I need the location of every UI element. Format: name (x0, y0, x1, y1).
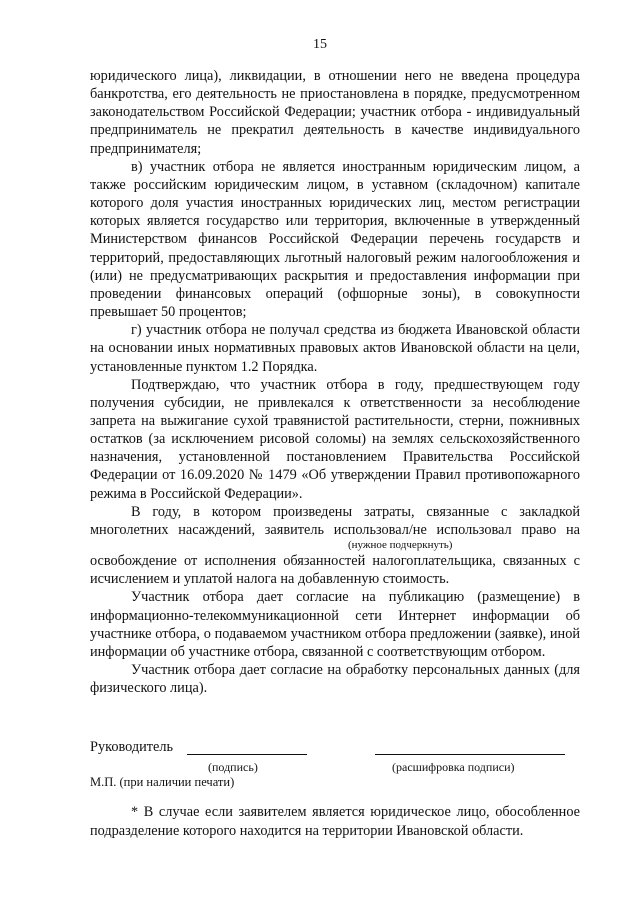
paragraph-personal-data-consent: Участник отбора дает согласие на обработку персональных данных (для физического лица). (90, 662, 580, 697)
decoding-caption: (расшифровка подписи) (392, 760, 515, 774)
page-number: 15 (313, 37, 327, 52)
paragraph-item-v: в) участник отбора не является иностранным юридическим лицом, а также российским юридическим лицом, в уставном (складочном) капитале которого доля участия иностранных юридических лиц, местом регистрации которых является государство или территория, включенные в утвержденный Министерством финансов Российской Федерации перечень государств и территорий, предоставляющих льготный налоговый режим налогообложения и (или) не предусматривающих раскрытия и предоставления информации при проведении финансовых операций (офшорные зоны), в совокупности превышает 50 процентов; (90, 158, 580, 321)
signature-line (187, 754, 307, 755)
paragraph-publication-consent: Участник отбора дает согласие на публикацию (размещение) в информационно-телекоммуникационной сети Интернет информации об участнике отбора, о подаваемом участником отбора предложении (заявке), иной информации об участнике отбора, связанной с соответствующим отбором. (90, 589, 580, 660)
paragraph-item-g: г) участник отбора не получал средства из бюджета Ивановской области на основании иных нормативных правовых актов Ивановской области на цели, установленные пунктом 1.2 Порядка. (90, 322, 580, 375)
underline-hint: (нужное подчеркнуть) (348, 539, 453, 552)
paragraph-vat-choice: В году, в котором произведены затраты, связанные с закладкой многолетних насаждений, заявитель использовал/не использовал право на (90, 503, 580, 538)
signature-block (90, 738, 580, 790)
document-body (90, 67, 580, 697)
footnote: * В случае если заявителем является юридическое лицо, обособленное подразделение которого находится на территории Ивановской области. (90, 804, 580, 839)
head-label: Руководитель (90, 739, 174, 755)
paragraph-continuation: юридического лица), ликвидации, в отношении него не введена процедура банкротства, его деятельность не приостановлена в порядке, предусмотренном законодательством Российской Федерации; участник отбора - индивидуальный предприниматель не прекратил деятельность в качестве индивидуального предпринимателя; (90, 68, 580, 157)
paragraph-vat-exemption: освобождение от исполнения обязанностей налогоплательщика, связанных с исчислением и уплатой налога на добавленную стоимость. (90, 553, 580, 588)
paragraph-confirmation: Подтверждаю, что участник отбора в году, предшествующем году получения субсидии, не привлекался к ответственности за несоблюдение запрета на выжигание сухой травянистой растительности, стерни, пожнивных остатков (за исключением рисовой соломы) на землях сельскохозяйственного назначения, установленной постановлением Правительства Российской Федерации от 16.09.2020 № 1479 «Об утверждении Правил противопожарного режима в Российской Федерации». (90, 376, 580, 502)
decoding-line (375, 754, 565, 755)
signature-caption: (подпись) (208, 760, 258, 774)
seal-note: М.П. (при наличии печати) (90, 775, 235, 789)
